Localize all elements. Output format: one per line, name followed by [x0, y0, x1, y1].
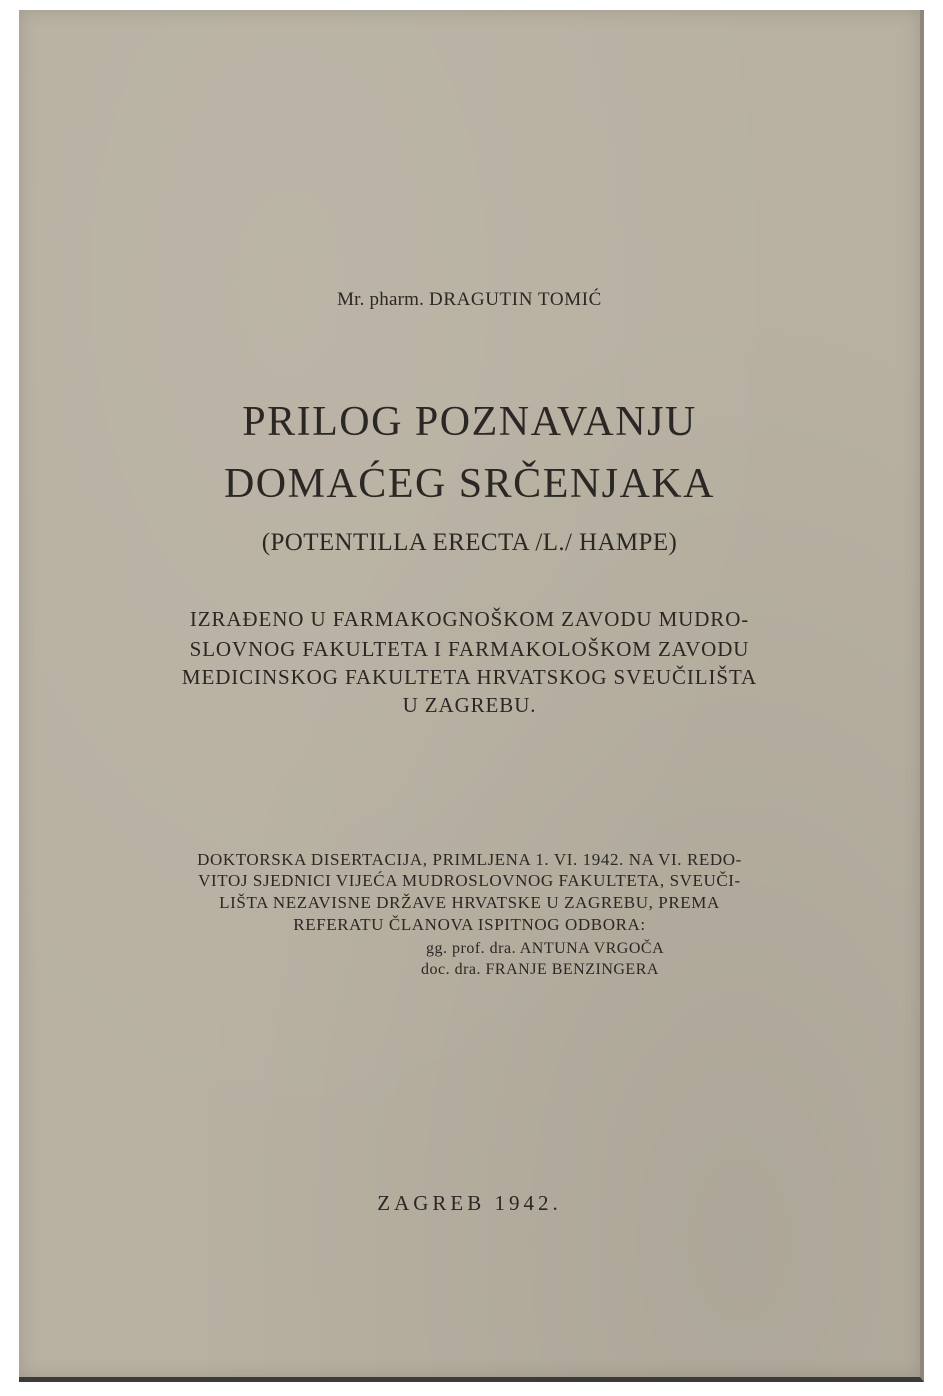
institution-line: MEDICINSKOG FAKULTETA HRVATSKOG SVEUČILIŠTA	[181, 665, 758, 689]
book-cover	[19, 10, 924, 1382]
dissertation-line: DOKTORSKA DISERTACIJA, PRIMLJENA 1. VI. 1942. NA VI. REDO-	[197, 850, 742, 869]
author-name: DRAGUTIN TOMIĆ	[429, 289, 602, 310]
institution-line: U ZAGREBU.	[402, 693, 537, 717]
referee-line: doc. dra. FRANJE BENZINGERA	[421, 961, 659, 978]
institution-line: SLOVNOG FAKULTETA I FARMAKOLOŠKOM ZAVODU	[189, 637, 750, 661]
title-line-1: PRILOG POZNAVANJU	[242, 399, 697, 445]
referee-line: gg. prof. dra. ANTUNA VRGOČA	[426, 940, 665, 957]
subtitle: (POTENTILLA ERECTA /L./ HAMPE)	[261, 529, 678, 556]
dissertation-line: LIŠTA NEZAVISNE DRŽAVE HRVATSKE U ZAGREBU, PREMA	[219, 893, 720, 912]
dissertation-line: VITOJ SJEDNICI VIJEĆA MUDROSLOVNOG FAKULTETA, SVEUČI-	[198, 871, 741, 890]
author-prefix: Mr. pharm.	[337, 289, 425, 310]
author-line	[19, 289, 920, 311]
institution-line: IZRAĐENO U FARMAKOGNOŠKOM ZAVODU MUDRO-	[189, 607, 750, 631]
dissertation-line: REFERATU ČLANOVA ISPITNOG ODBORA:	[293, 915, 646, 934]
title-line-2: DOMAĆEG SRČENJAKA	[223, 461, 716, 507]
imprint: ZAGREB 1942.	[377, 1191, 562, 1215]
